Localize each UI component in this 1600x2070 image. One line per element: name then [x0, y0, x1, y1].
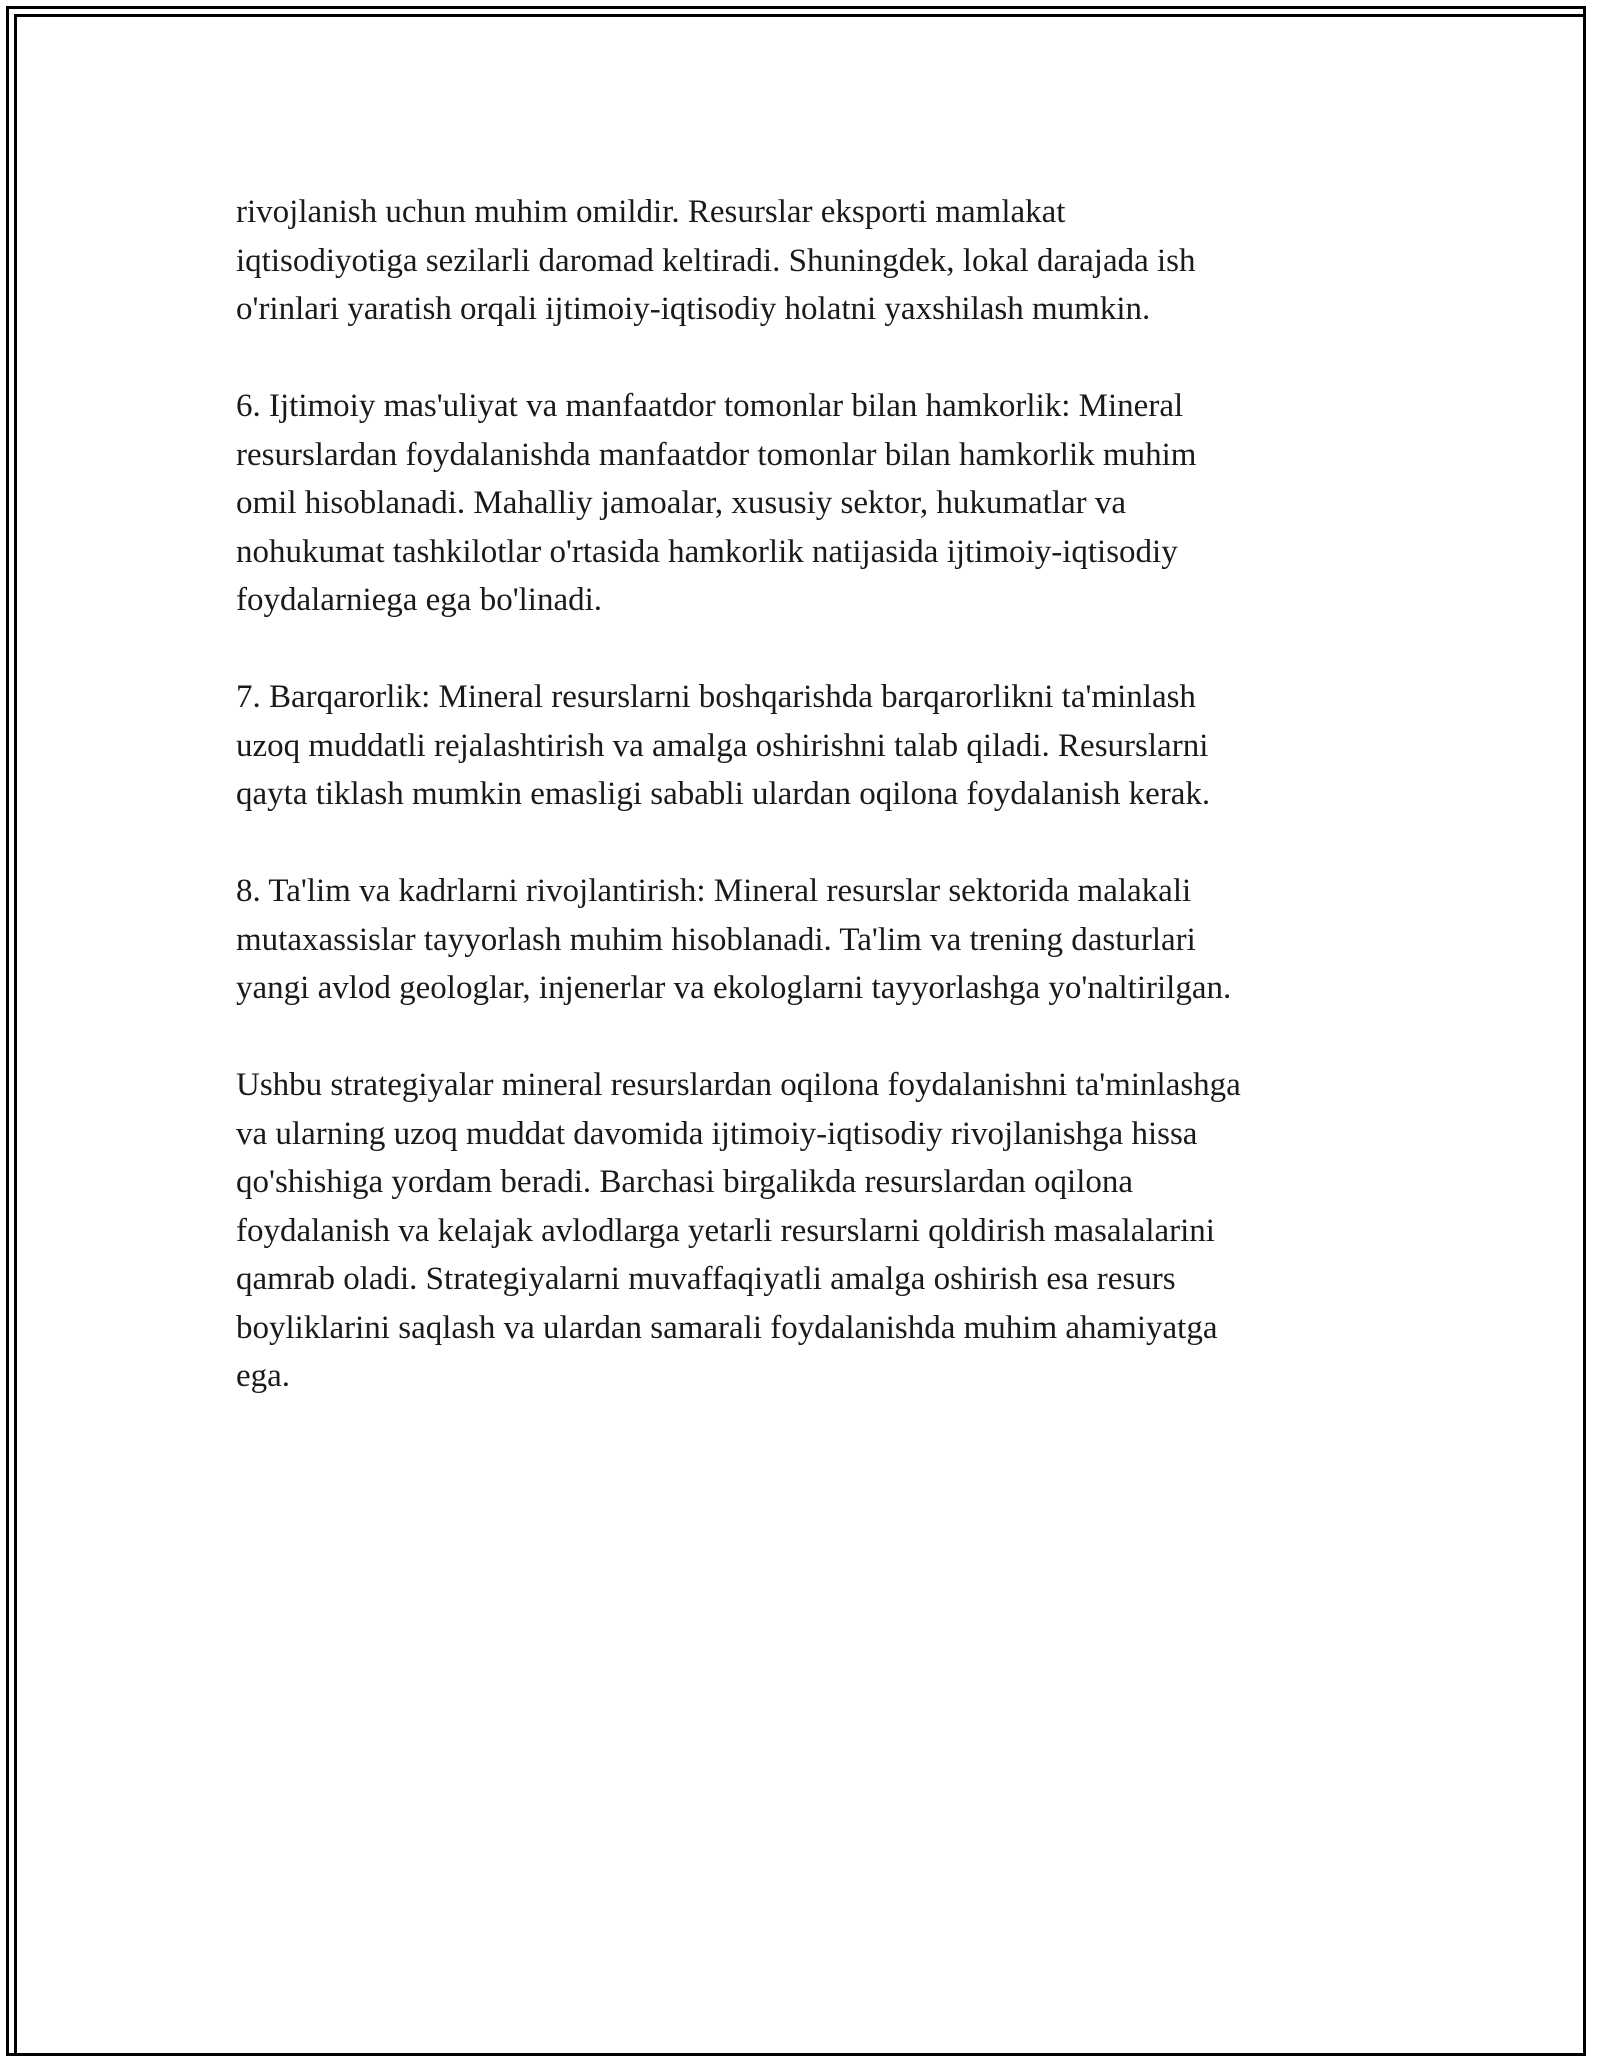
document-body — [236, 188, 1366, 1449]
text-line: foydalanish va kelajak avlodlarga yetarli resurslarni qoldirish masalalarini — [236, 1212, 1215, 1249]
paragraph-2 — [236, 382, 1366, 625]
text-line: ega. — [236, 1358, 291, 1394]
text-line: rivojlanish uchun muhim omildir. Resurslar eksporti mamlakat — [236, 194, 1066, 230]
text-line: 6. Ijtimoiy mas'uliyat va manfaatdor tomonlar bilan hamkorlik: Mineral — [236, 388, 1184, 424]
paragraph-5 — [236, 1061, 1366, 1401]
text-line: boyliklarini saqlash va ulardan samarali foydalanishda muhim ahamiyatga — [236, 1309, 1218, 1346]
text-line: iqtisodiyotiga sezilarli daromad keltiradi. Shuningdek, lokal darajada ish — [236, 242, 1196, 279]
text-line: qayta tiklash mumkin emasligi sababli ulardan oqilona foydalanish kerak. — [236, 776, 1211, 812]
text-line: resurslardan foydalanishda manfaatdor tomonlar bilan hamkorlik muhim — [236, 436, 1197, 473]
paragraph-3 — [236, 673, 1366, 819]
text-line: uzoq muddatli rejalashtirish va amalga oshirishni talab qiladi. Resurslarni — [236, 727, 1209, 764]
text-line: qamrab oladi. Strategiyalarni muvaffaqiyatli amalga oshirish esa resurs — [236, 1261, 1176, 1297]
text-line: foydalarniega ega bo'linadi. — [236, 582, 603, 618]
text-line: mutaxassislar tayyorlash muhim hisoblanadi. Ta'lim va trening dasturlari — [236, 921, 1196, 958]
text-line: qo'shishiga yordam beradi. Barchasi birgalikda resurslardan oqilona — [236, 1164, 1134, 1200]
text-line: 7. Barqarorlik: Mineral resurslarni boshqarishda barqarorlikni ta'minlash — [236, 679, 1196, 715]
text-line: o'rinlari yaratish orqali ijtimoiy-iqtisodiy holatni yaxshilash mumkin. — [236, 291, 1151, 327]
text-line: 8. Ta'lim va kadrlarni rivojlantirish: Mineral resurslar sektorida malakali — [236, 873, 1192, 909]
text-line: Ushbu strategiyalar mineral resurslardan oqilona foydalanishni ta'minlashga — [236, 1067, 1241, 1103]
text-line: omil hisoblanadi. Mahalliy jamoalar, xususiy sektor, hukumatlar va — [236, 485, 1127, 521]
text-line: yangi avlod geologlar, injenerlar va ekologlarni tayyorlashga yo'naltirilgan. — [236, 970, 1232, 1006]
paragraph-4 — [236, 867, 1366, 1013]
paragraph-1 — [236, 188, 1366, 334]
text-line: nohukumat tashkilotlar o'rtasida hamkorlik natijasida ijtimoiy-iqtisodiy — [236, 533, 1178, 570]
text-line: va ularning uzoq muddat davomida ijtimoiy-iqtisodiy rivojlanishga hissa — [236, 1115, 1198, 1152]
